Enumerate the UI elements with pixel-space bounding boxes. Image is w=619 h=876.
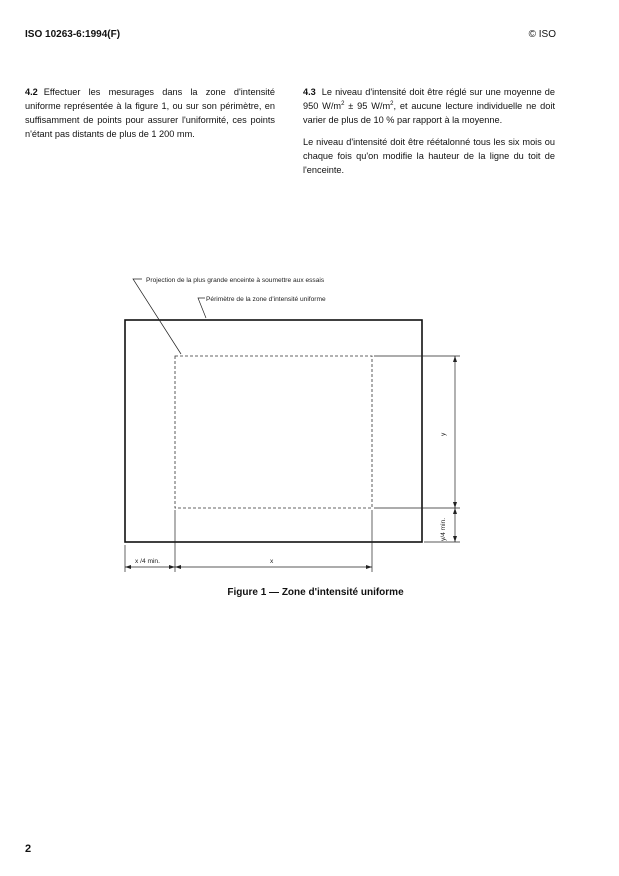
section-text-part3: , et aucune lecture individuelle ne doit varier de plus de 10 % par rapport à la moyenne. [303, 101, 555, 125]
dim-x-min: x /4 min. [135, 558, 160, 565]
dim-y-min: y/4 min. [440, 517, 447, 541]
section-text: Effectuer les mesurages dans la zone d'intensité uniforme représentée à la figure 1, ou sur son périmètre, en suffisamment de points pour assurer l'uniformité, ces points n'étant pas distants de plus de 1 200 mm. [25, 87, 275, 139]
copyright-iso: © ISO [528, 29, 556, 40]
dim-y: y [440, 432, 447, 436]
uniform-zone-rect [175, 356, 372, 508]
leader-projection [133, 279, 181, 354]
document-id: ISO 10263-6:1994(F) [25, 29, 121, 40]
label-perimeter: Périmètre de la zone d'intensité uniforme [206, 296, 326, 303]
section-number: 4.2 [25, 87, 38, 97]
section-number: 4.3 [303, 87, 316, 97]
section-text-part2: ± 95 W/m [344, 101, 391, 111]
dim-x: x [270, 558, 274, 565]
label-projection: Projection de la plus grande enceinte à soumettre aux essais [146, 277, 325, 284]
superscript: 2 [390, 100, 394, 107]
superscript: 2 [341, 100, 345, 107]
figure-caption: Figure 1 — Zone d'intensité uniforme [227, 587, 404, 598]
section-text-part1: Le niveau d'intensité doit être réglé sur une moyenne de 950 W/m [303, 87, 555, 111]
enclosure-rect [125, 320, 422, 542]
leader-perimeter [198, 298, 206, 318]
section-paragraph-2: Le niveau d'intensité doit être réétalonné tous les six mois ou chaque fois qu'on modifie la hauteur de la ligne du toit de l'enceinte. [303, 137, 555, 175]
page-number: 2 [25, 843, 32, 855]
